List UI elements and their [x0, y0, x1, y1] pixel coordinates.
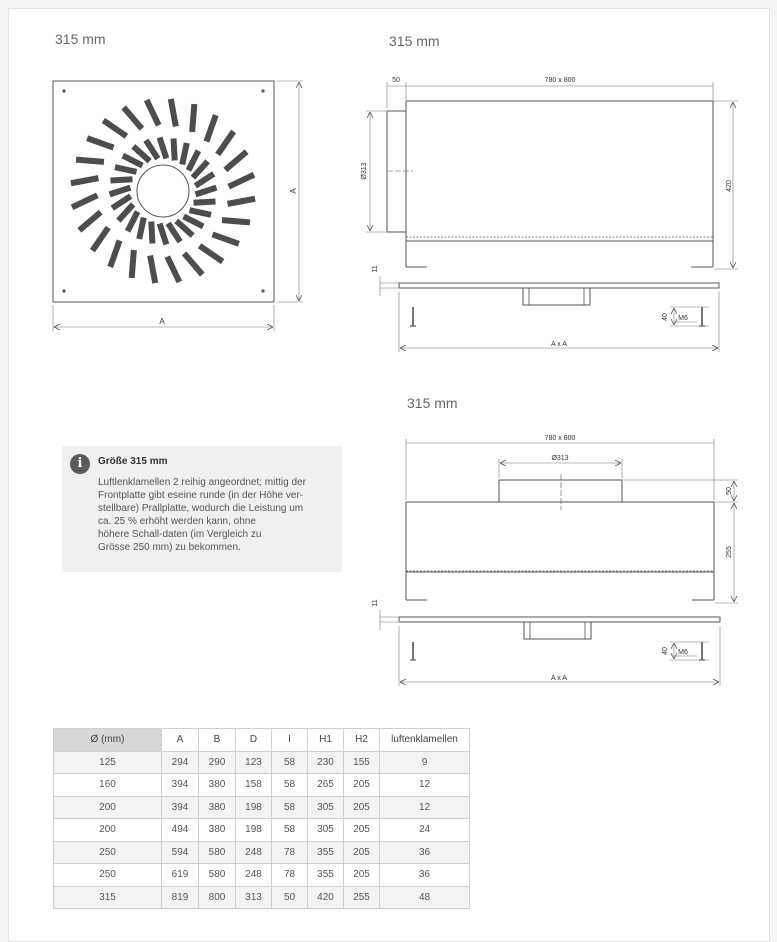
- table-body: [54, 751, 470, 909]
- table-cell: 12: [380, 796, 470, 819]
- dim-bolt-label: 40: [662, 647, 669, 655]
- table-cell: 24: [380, 819, 470, 842]
- table-cell: 58: [272, 751, 308, 774]
- table-cell: 205: [344, 774, 380, 797]
- table-header-cell: A: [162, 729, 199, 752]
- dim-collar-label: 50: [726, 487, 733, 495]
- front-view-drawing: [53, 81, 303, 331]
- table-cell: 205: [344, 841, 380, 864]
- table-cell: 155: [344, 751, 380, 774]
- table-cell: 250: [54, 864, 162, 887]
- dim-height-label: A: [289, 188, 298, 194]
- table-header-cell: I: [272, 729, 308, 752]
- table-cell: 205: [344, 864, 380, 887]
- table-cell: 50: [272, 886, 308, 909]
- size-label-side-2: 315 mm: [407, 395, 458, 411]
- air-slot: [171, 138, 178, 160]
- dim-box-label: 780 x 800: [544, 435, 576, 442]
- table-cell: 819: [162, 886, 199, 909]
- table-cell: 494: [162, 819, 199, 842]
- table-cell: 36: [380, 864, 470, 887]
- dim-diameter-label: Ø313: [551, 455, 569, 462]
- dim-diameter-label: Ø313: [361, 162, 368, 180]
- table-header-row: [54, 729, 470, 752]
- table-row: [54, 886, 470, 909]
- table-cell: 380: [199, 774, 236, 797]
- table-cell: 305: [308, 819, 344, 842]
- table-cell: 58: [272, 796, 308, 819]
- dim-collar-label: 50: [392, 77, 400, 84]
- table-header-cell: Ø (mm): [54, 729, 162, 752]
- table-cell: 230: [308, 751, 344, 774]
- table-cell: 200: [54, 819, 162, 842]
- dim-plate-label: 11: [372, 265, 379, 273]
- size-label-front: 315 mm: [55, 31, 106, 47]
- table-cell: 205: [344, 796, 380, 819]
- table-row: [54, 796, 470, 819]
- size-label-side-1: 315 mm: [389, 33, 440, 49]
- table-cell: 290: [199, 751, 236, 774]
- table-cell: 420: [308, 886, 344, 909]
- side-view-2-labels: [372, 435, 733, 682]
- screw-hole: [261, 89, 264, 92]
- table-cell: 205: [344, 819, 380, 842]
- table-row: [54, 819, 470, 842]
- screw-hole: [62, 89, 65, 92]
- table-cell: 580: [199, 841, 236, 864]
- table-row: [54, 774, 470, 797]
- table-cell: 305: [308, 796, 344, 819]
- table-cell: 255: [344, 886, 380, 909]
- table-cell: 355: [308, 841, 344, 864]
- dim-width-label: A: [159, 317, 165, 326]
- spec-table: [53, 728, 470, 909]
- table-cell: 198: [236, 819, 272, 842]
- table-row: [54, 841, 470, 864]
- table-cell: 58: [272, 774, 308, 797]
- table-cell: 248: [236, 864, 272, 887]
- table-header-cell: D: [236, 729, 272, 752]
- table-cell: 160: [54, 774, 162, 797]
- table-cell: 36: [380, 841, 470, 864]
- table-cell: 78: [272, 864, 308, 887]
- info-icon: i: [70, 454, 90, 474]
- table-cell: 394: [162, 774, 199, 797]
- table-cell: 380: [199, 796, 236, 819]
- table-cell: 48: [380, 886, 470, 909]
- table-header-cell: luftenklamellen: [380, 729, 470, 752]
- air-slot: [110, 176, 132, 183]
- screw-hole: [261, 289, 264, 292]
- air-slot: [193, 199, 215, 206]
- dim-height-label: 255: [726, 546, 733, 558]
- table-cell: 355: [308, 864, 344, 887]
- side-view-1-drawing: [366, 82, 738, 352]
- table-header-cell: B: [199, 729, 236, 752]
- side-view-1-labels: [361, 77, 733, 348]
- table-cell: 294: [162, 751, 199, 774]
- center-baffle: [137, 165, 189, 217]
- dim-bottom-label: A x A: [551, 675, 567, 682]
- table-cell: 265: [308, 774, 344, 797]
- table-cell: 248: [236, 841, 272, 864]
- info-title: Größe 315 mm: [98, 456, 168, 467]
- table-cell: 200: [54, 796, 162, 819]
- table-cell: 313: [236, 886, 272, 909]
- table-cell: 158: [236, 774, 272, 797]
- table-cell: 380: [199, 819, 236, 842]
- table-cell: 580: [199, 864, 236, 887]
- table-cell: 315: [54, 886, 162, 909]
- table-row: [54, 864, 470, 887]
- info-text: Luftlenklamellen 2 reihig angeordnet; mittig der Frontplatte gibt eseine runde (in der Höhe ver- stellbare) Prallplatte, wodurch die Leistung um ca. 25 % erhöht werden kann, ohne höhere Schall-daten (im Vergleich zu Grösse 250 mm) zu bekommen.: [98, 477, 306, 553]
- dim-height-label: 420: [726, 180, 733, 192]
- dim-plate-label: 11: [372, 599, 379, 607]
- air-slot: [148, 221, 155, 243]
- table-row: [54, 751, 470, 774]
- table-cell: 78: [272, 841, 308, 864]
- table-cell: 594: [162, 841, 199, 864]
- bolt-label: M6: [678, 649, 688, 656]
- bolt-label: M6: [678, 315, 688, 322]
- dim-bolt-label: 40: [662, 313, 669, 321]
- dim-bottom-label: A x A: [551, 341, 567, 348]
- table-cell: 125: [54, 751, 162, 774]
- dim-box-label: 780 x 800: [544, 77, 576, 84]
- table-cell: 394: [162, 796, 199, 819]
- table-cell: 58: [272, 819, 308, 842]
- screw-hole: [62, 289, 65, 292]
- table-header-cell: H1: [308, 729, 344, 752]
- table-cell: 198: [236, 796, 272, 819]
- table-cell: 800: [199, 886, 236, 909]
- table-cell: 9: [380, 751, 470, 774]
- table-cell: 123: [236, 751, 272, 774]
- table-cell: 250: [54, 841, 162, 864]
- table-cell: 619: [162, 864, 199, 887]
- table-cell: 12: [380, 774, 470, 797]
- info-box: [62, 446, 342, 572]
- table-header-cell: H2: [344, 729, 380, 752]
